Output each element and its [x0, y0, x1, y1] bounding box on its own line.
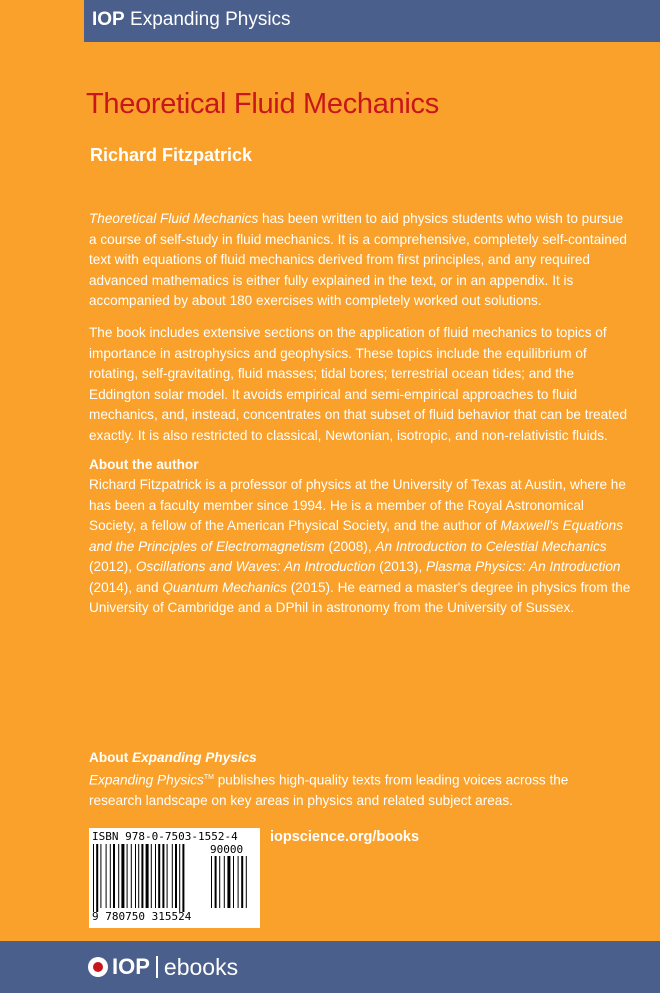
book-ref-4: Plasma Physics: An Introduction — [426, 559, 621, 574]
series-name-italic: Expanding Physics — [89, 772, 204, 788]
about-series-text — [89, 768, 569, 812]
book-ref-1: Maxwell's Equations and the Principles of Electromagnetism — [89, 518, 624, 554]
author-text-6: (2015). He earned a master's degree in physics from the University of Cambridge and a DPhil in astronomy from the University of Sussex. — [89, 579, 631, 615]
series-text: publishes high-quality texts from leading voices across the research landscape on key areas in physics and related subject areas. — [89, 772, 569, 809]
series-label — [92, 9, 291, 31]
about-series-heading — [89, 750, 257, 765]
author-text-3: (2012), — [89, 559, 136, 574]
iop-logo-icon — [88, 957, 108, 977]
logo-divider — [156, 956, 158, 978]
footer-brand: IOP — [112, 954, 150, 979]
book-ref-3: Oscillations and Waves: An Introduction — [135, 559, 376, 574]
author-text-2: (2008), — [324, 538, 376, 554]
description-paragraph-2: The book includes extensive sections on the application of fluid mechanics to topics of importance in astrophysics and geophysics. These topics include the equilibrium of rotating, self-gravitating, fluid masses; tidal bores; terrestrial ocean tides; and the Eddington solar model. It avoids empirical and semi-empirical approaches to fluid mechanics, and, instead, concentrates on that subset of fluid behavior that can be treated exactly. It is also restricted to classical, Newtonian, isotropic, and non-relativistic fluids. — [89, 325, 628, 443]
author-text-5: (2014), and — [89, 579, 163, 595]
ean-number: 9 780750 315524 — [92, 910, 192, 923]
author-text-4: (2013), — [375, 559, 427, 574]
price-code: 90000 — [210, 843, 244, 856]
book-ref-2: An Introduction to Celestial Mechanics — [375, 538, 607, 554]
book-author: Richard Fitzpatrick — [90, 145, 253, 165]
description-text-1: has been written to aid physics students who wish to pursue a course of self-study in fluid mechanics. It is a comprehensive, completely self-contained text with equations of fluid mechanics derived from first principles, and any required advanced mathematics is either fully explained in the text, or in an appendix. It is accompanied by about 180 exercises with completely worked out solutions. — [89, 211, 627, 308]
series-name: Expanding Physics — [130, 9, 291, 30]
title-italic: Theoretical Fluid Mechanics — [89, 211, 259, 226]
about-prefix: About — [89, 750, 133, 765]
footer-bar — [0, 941, 660, 993]
author-text-1: Richard Fitzpatrick is a professor of physics at the University of Texas at Austin, where he has been a faculty member since 1994. He is a member of the Royal Astronomical Society, a fellow of the American Physical Society, and the author of — [89, 477, 626, 533]
header-bar — [0, 0, 660, 42]
about-author-text — [89, 475, 634, 619]
website-url[interactable]: iopscience.org/books — [270, 829, 420, 845]
isbn-barcode — [89, 828, 260, 928]
about-author-heading: About the author — [89, 457, 199, 472]
book-title: Theoretical Fluid Mechanics — [86, 88, 439, 120]
iop-ebooks-logo — [88, 953, 238, 981]
series-banner — [84, 0, 660, 42]
book-ref-5: Quantum Mechanics — [162, 579, 287, 595]
description-paragraph-1 — [89, 209, 634, 312]
series-italic: Expanding Physics — [132, 750, 257, 765]
isbn-number: ISBN 978-0-7503-1552-4 — [92, 830, 238, 843]
footer-product: ebooks — [163, 953, 239, 980]
iop-brand: IOP — [92, 9, 125, 30]
trademark: TM — [203, 774, 214, 781]
